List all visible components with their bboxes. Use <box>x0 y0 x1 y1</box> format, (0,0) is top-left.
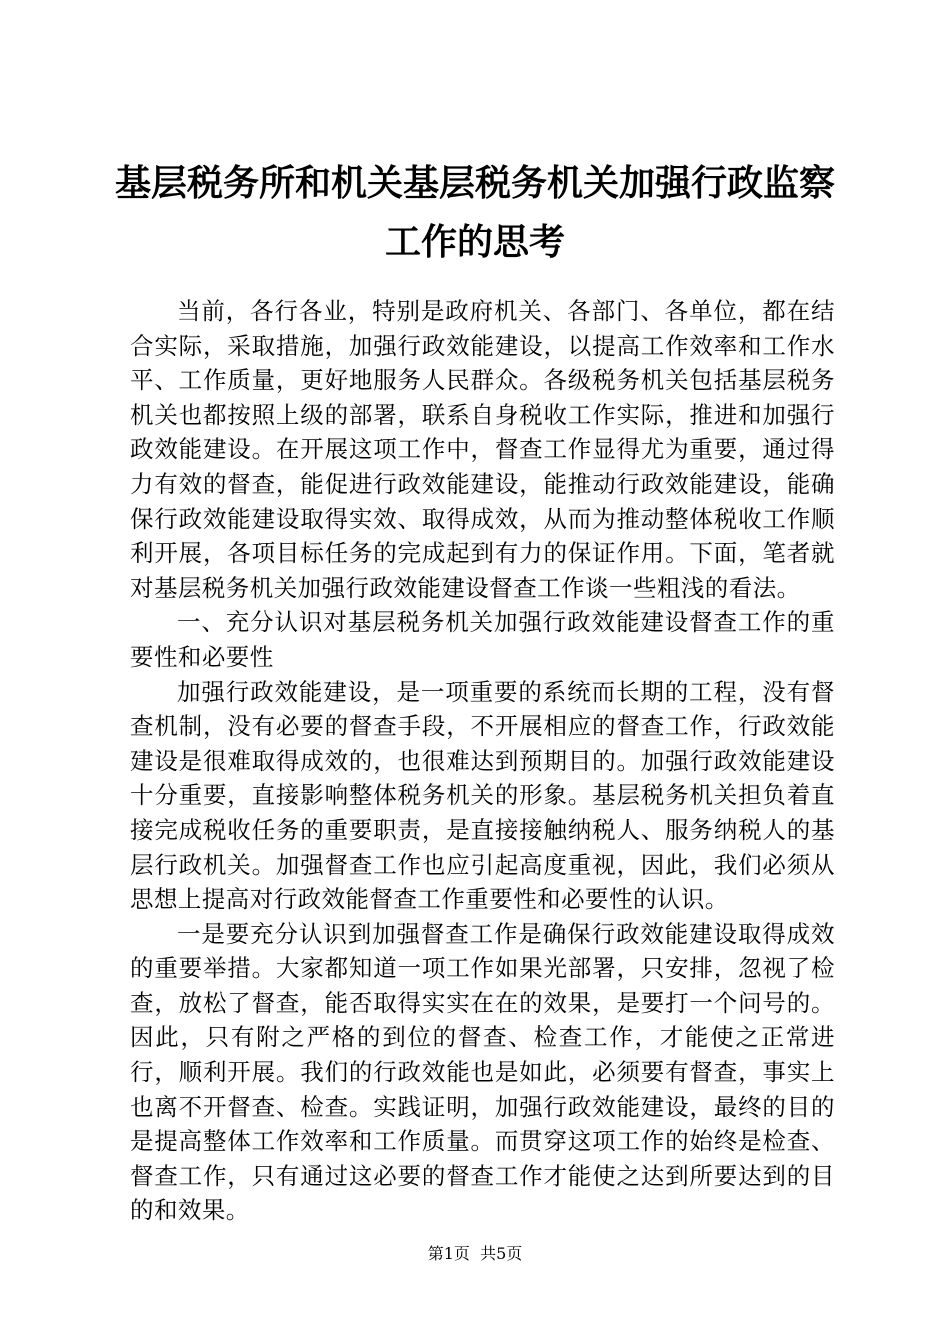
page-footer: 第1页 共5页 <box>427 1244 523 1263</box>
paragraph-intro: 当前，各行各业，特别是政府机关、各部门、各单位，都在结合实际，采取措施，加强行政效能建设，以提高工作效率和工作水平、工作质量，更好地服务人民群众。各级税务机关包括基层税务机关也都按照上级的部署，联系自身税收工作实际，推进和加强行政效能建设。在开展这项工作中，督查工作显得尤为重要，通过得力有效的督查，能促进行政效能建设，能推动行政效能建设，能确保行政效能建设取得实效、取得成效，从而为推动整体税收工作顺利开展，各项目标任务的完成起到有力的保证作用。下面，笔者就对基层税务机关加强行政效能建设督查工作谈一些粗浅的看法。 <box>130 297 835 602</box>
section-heading-1: 一、充分认识对基层税务机关加强行政效能建设督查工作的重要性和必要性 <box>130 608 835 671</box>
paragraph-importance: 加强行政效能建设，是一项重要的系统而长期的工程，没有督查机制，没有必要的督查手段，不开展相应的督查工作，行政效能建设是很难取得成效的，也很难达到预期目的。加强行政效能建设十分重要，直接影响整体税务机关的形象。基层税务机关担负着直接完成税收任务的重要职责，是直接接触纳税人、服务纳税人的基层行政机关。加强督查工作也应引起高度重视，因此，我们必须从思想上提高对行政效能督查工作重要性和必要性的认识。 <box>130 677 835 914</box>
paragraph-point-one: 一是要充分认识到加强督查工作是确保行政效能建设取得成效的重要举措。大家都知道一项工作如果光部署，只安排，忽视了检查，放松了督查，能否取得实实在在的效果，是要打一个问号的。因此，只有附之严格的到位的督查、检查工作，才能使之正常进行，顺利开展。我们的行政效能也是如此，必须要有督查，事实上也离不开督查、检查。实践证明，加强行政效能建设，最终的目的是提高整体工作效率和工作质量。而贯穿这项工作的始终是检查、督查工作，只有通过这必要的督查工作才能使之达到所要达到的目的和效果。 <box>130 919 835 1225</box>
document-title-line-1: 基层税务所和机关基层税务机关加强行政监察 <box>114 162 835 204</box>
document-body <box>130 294 835 1228</box>
document-title-line-2: 工作的思考 <box>384 221 565 263</box>
